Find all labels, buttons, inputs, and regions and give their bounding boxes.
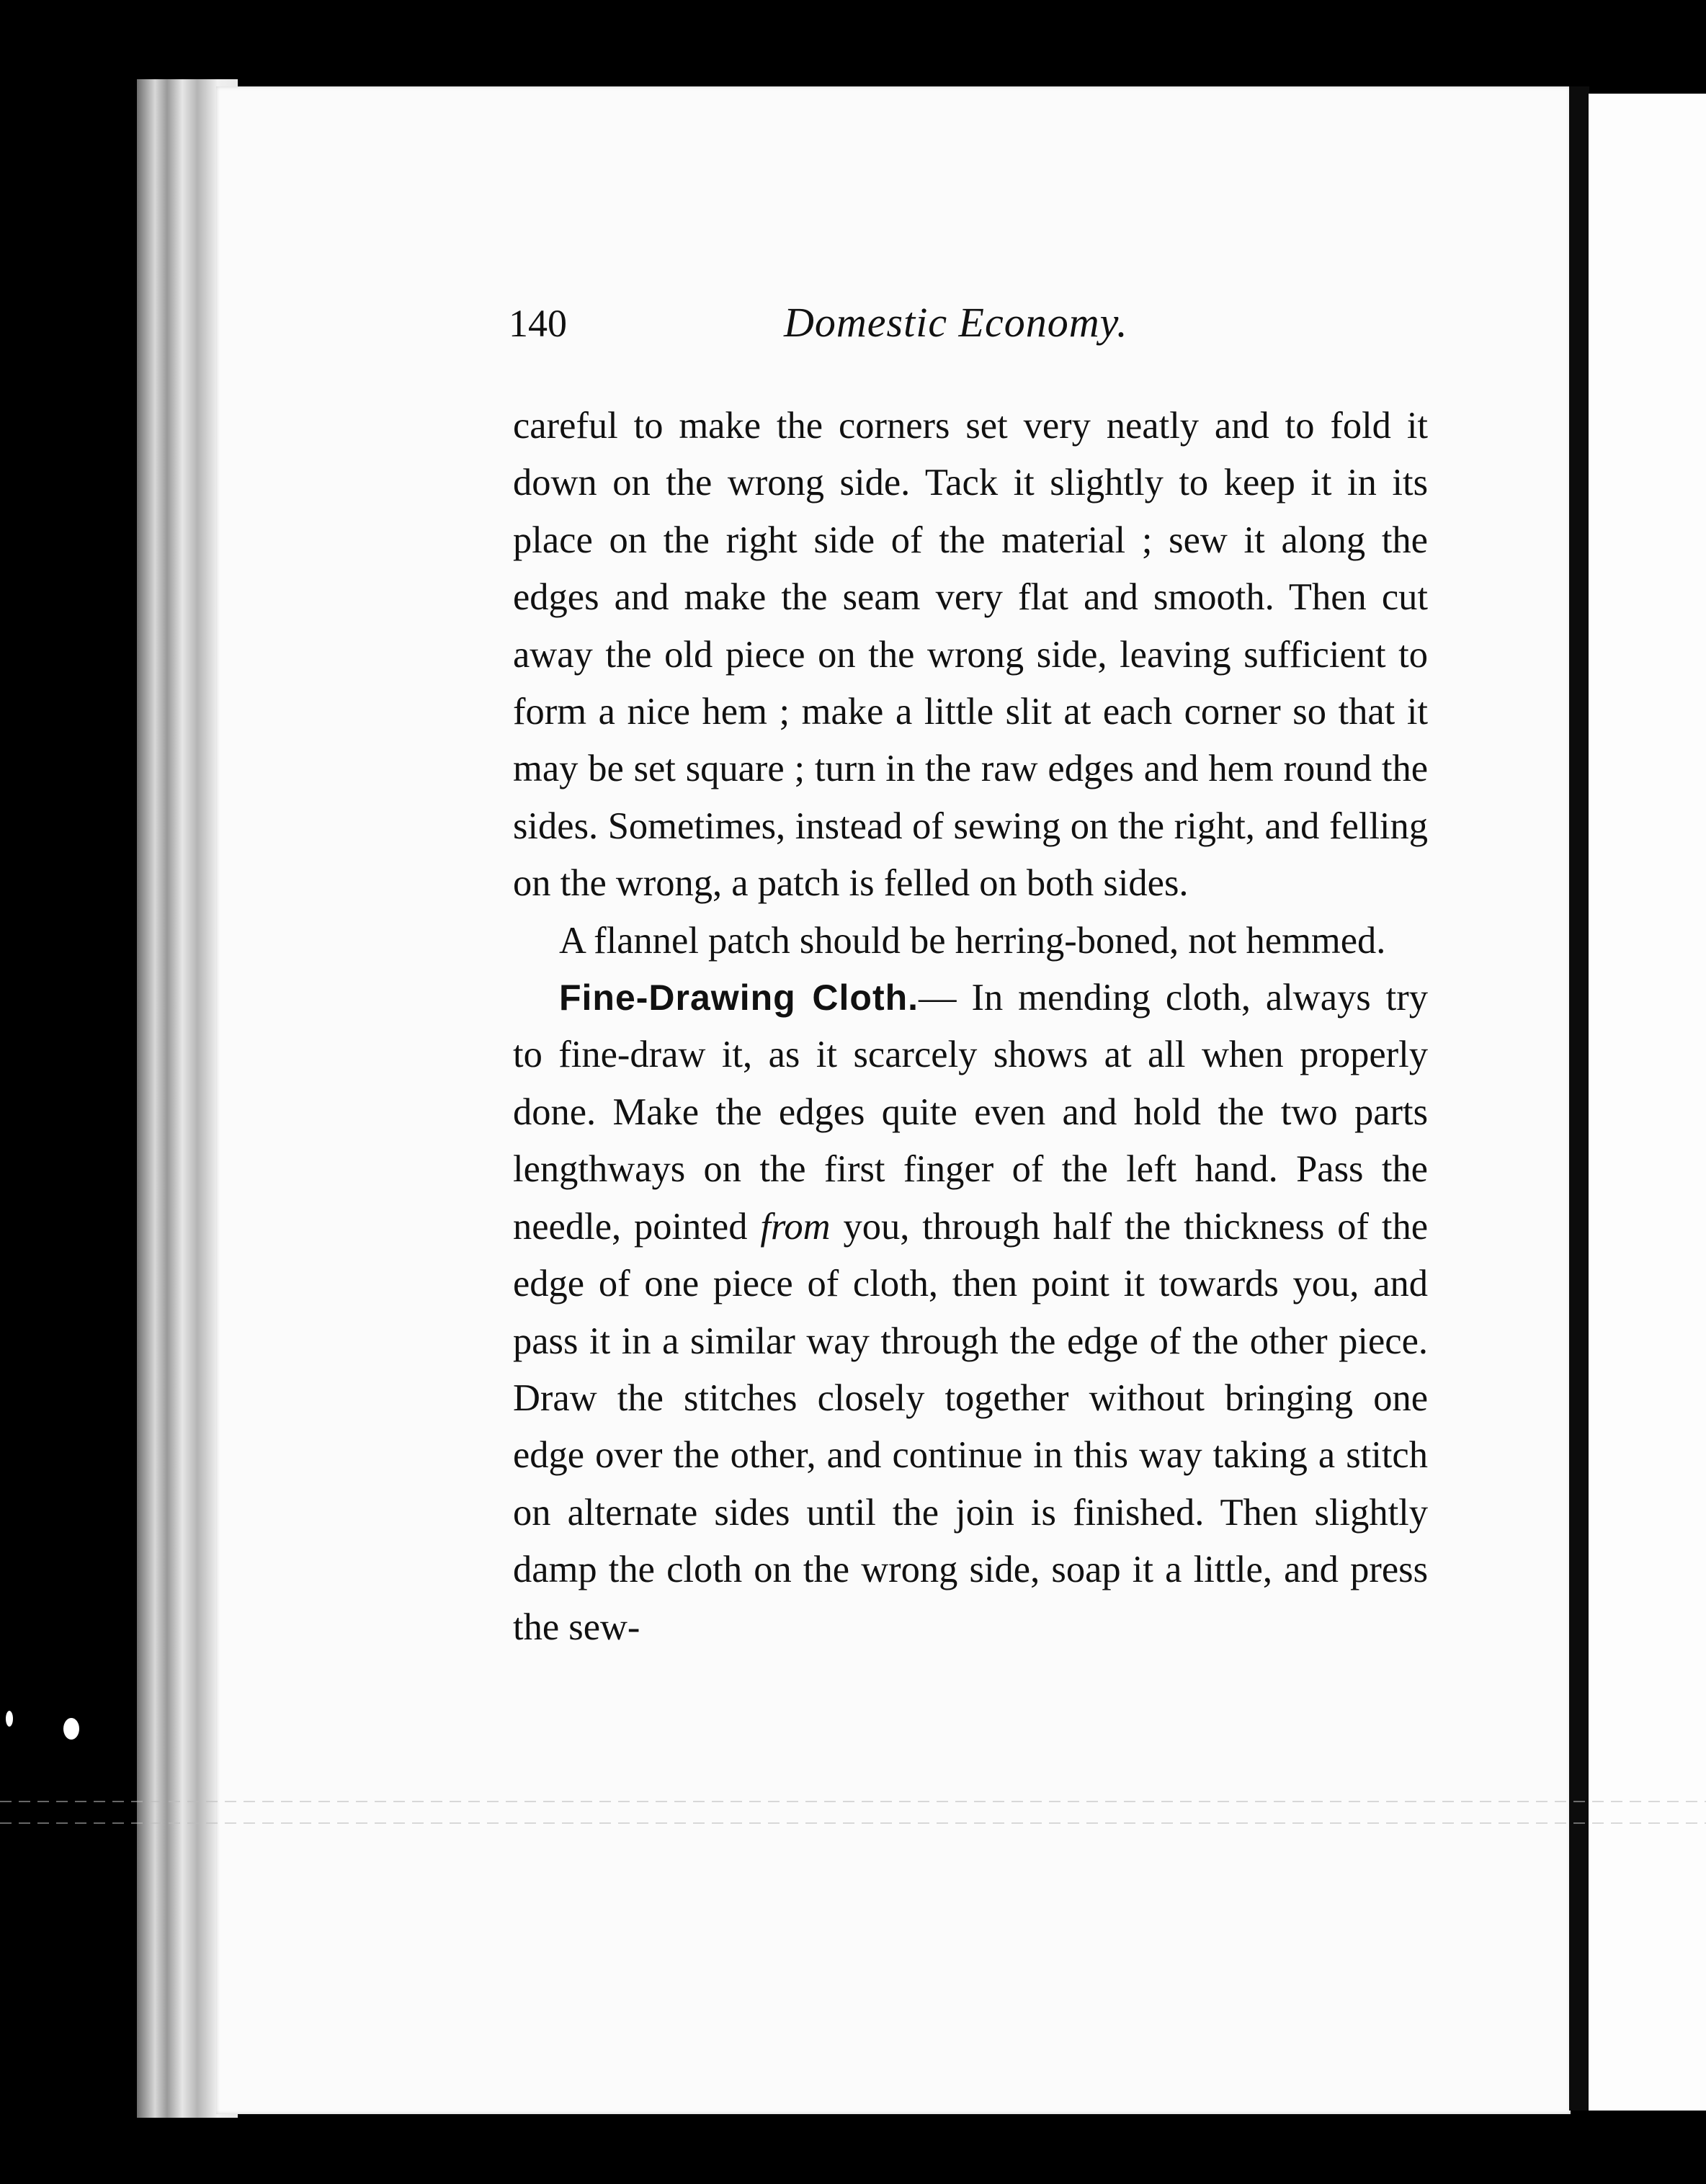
page-header xyxy=(509,301,1200,366)
section-heading: Fine-Drawing Cloth. xyxy=(559,977,919,1019)
italic-text: from xyxy=(760,1205,831,1248)
book-gutter xyxy=(1569,86,1589,2111)
paragraph-text: — In mending cloth, always try to fine-draw it, as it scarcely shows at all when properly done. Make the edges quite even and hold the two parts lengthways on the first finger of the left hand. Pass the needle, pointed xyxy=(513,977,1428,1248)
scan-speck xyxy=(63,1718,79,1740)
paragraph xyxy=(513,970,1428,1656)
scan-speck xyxy=(6,1711,13,1727)
paragraph: A flannel patch should be herring-boned, not hemmed. xyxy=(559,919,1386,962)
scan-artifact-line xyxy=(0,1801,1706,1802)
paragraph: careful to make the corners set very neatly and to fold it down on the wrong side. Tack it slightly to keep it in its place on the right side of the material ; sew it along the edges and make the seam very flat and smooth. Then cut away the old piece on the wrong side, leaving sufficient to form a nice hem ; make a little slit at each corner so that it may be set square ; turn in the raw edges and hem round the sides. Sometimes, instead of sewing on the right, and felling on the wrong, a patch is felled on both sides. xyxy=(513,405,1428,905)
paragraph-text: you, through half the thickness of the edge of one piece of cloth, then point it towards you, and pass it in a similar way through the edge of the other piece. Draw the stitches closely together without bringing one edge over the other, and continue in this way taking a stitch on alternate sides until the join is finished. Then slightly damp the cloth on the wrong side, soap it a little, and press the sew- xyxy=(513,1205,1428,1648)
page-number: 140 xyxy=(509,302,567,345)
running-head: Domestic Economy. xyxy=(784,299,1128,346)
facing-page-edge xyxy=(1589,94,1706,2111)
body-text xyxy=(513,398,1428,1656)
scan-artifact-line xyxy=(0,1822,1706,1824)
